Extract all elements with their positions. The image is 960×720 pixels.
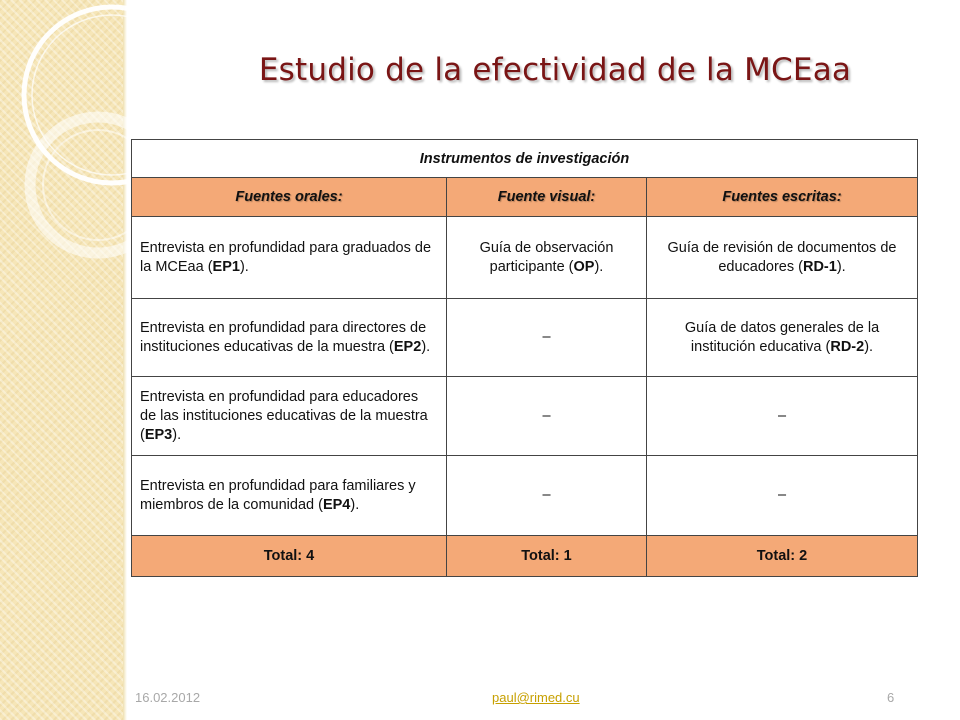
- footer-page-number: 6: [887, 690, 895, 705]
- table-row: [132, 299, 918, 377]
- instruments-table: [131, 139, 918, 577]
- header-fuente-visual: Fuente visual:: [447, 178, 647, 217]
- header-fuentes-orales: Fuentes orales:: [132, 178, 447, 217]
- total-visual: Total: 1: [447, 536, 647, 577]
- cell-visual-empty: –: [447, 456, 647, 536]
- cell-escrita: Guía de datos generales de la institución educativa (RD-2).: [647, 299, 918, 377]
- cell-visual-empty: –: [447, 377, 647, 456]
- cell-oral: Entrevista en profundidad para directores de instituciones educativas de la muestra (EP2).: [132, 299, 447, 377]
- footer-date: 16.02.2012: [135, 690, 201, 705]
- cell-escrita-empty: –: [647, 377, 918, 456]
- table-row: [132, 217, 918, 299]
- cell-oral: Entrevista en profundidad para graduados de la MCEaa (EP1).: [132, 217, 447, 299]
- table-header-row: [132, 178, 918, 217]
- cell-visual-empty: –: [447, 299, 647, 377]
- slide-title: Estudio de la efectividad de la MCEaa: [258, 52, 852, 88]
- table-caption: Instrumentos de investigación: [132, 140, 918, 178]
- table-caption-row: [132, 140, 918, 178]
- total-escritas: Total: 2: [647, 536, 918, 577]
- table-total-row: [132, 536, 918, 577]
- cell-oral: Entrevista en profundidad para familiares y miembros de la comunidad (EP4).: [132, 456, 447, 536]
- table-row: [132, 377, 918, 456]
- cell-escrita: Guía de revisión de documentos de educadores (RD-1).: [647, 217, 918, 299]
- total-orales: Total: 4: [132, 536, 447, 577]
- cell-visual: Guía de observación participante (OP).: [447, 217, 647, 299]
- header-fuentes-escritas: Fuentes escritas:: [647, 178, 918, 217]
- table-row: [132, 456, 918, 536]
- cell-escrita-empty: –: [647, 456, 918, 536]
- footer-email-link[interactable]: paul@rimed.cu: [492, 690, 580, 705]
- cell-oral: Entrevista en profundidad para educadores de las instituciones educativas de la muestra (EP3).: [132, 377, 447, 456]
